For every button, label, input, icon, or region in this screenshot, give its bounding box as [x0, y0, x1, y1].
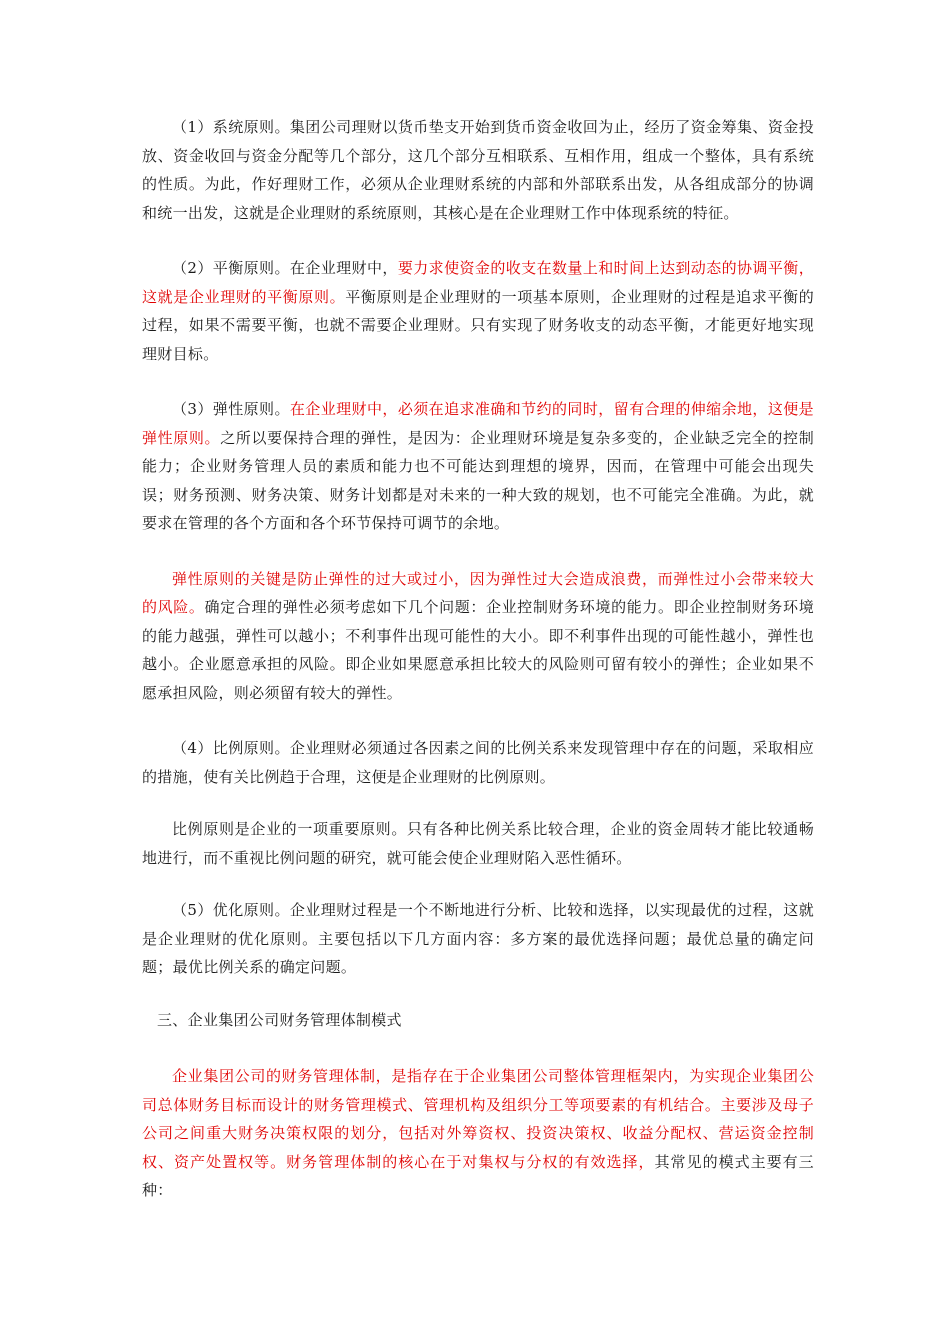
- paragraph-text: 之所以要保持合理的弹性，是因为：企业理财环境是复杂多变的，企业缺乏完全的控制能力；企业财务管理人员的素质和能力也不可能达到理想的境界，因而，在管理中可能会出现失误；财务预测、财务决策、财务计划都是对未来的一种大致的规划，也不可能完全准确。为此，就要求在管理的各个方面和各个环节保持可调节的余地。: [142, 428, 814, 532]
- paragraph-text: （4）比例原则。企业理财必须通过各因素之间的比例关系来发现管理中存在的问题，采取相应的措施，使有关比例趋于合理，这便是企业理财的比例原则。: [142, 739, 814, 786]
- paragraph-management-system: [142, 1062, 814, 1205]
- paragraph-text: 平衡原则是企业理财的一项基本原则，企业理财的过程是追求平衡的过程，如果不需要平衡，也就不需要企业理财。只有实现了财务收支的动态平衡，才能更好地实现理财目标。: [142, 287, 814, 363]
- section-heading: 三、企业集团公司财务管理体制模式: [157, 1010, 402, 1029]
- paragraph-flexibility-key: [142, 565, 814, 708]
- paragraph-system-principle: [142, 113, 814, 227]
- highlighted-text: 企业集团公司的财务管理体制，是指存在于企业集团公司整体管理框架内，为实现企业集团公司总体财务目标而设计的财务管理模式、管理机构及组织分工等项要素的有机结合。主要涉及母子公司之间重大财务决策权限的划分，包括对外筹资权、投资决策权、收益分配权、营运资金控制权、资产处置权等。财务管理体制的核心在于对集权与分权的有效选择，: [142, 1067, 814, 1171]
- paragraph-proportion-importance: [142, 815, 814, 872]
- highlighted-text: 在企业理财中，必须在追求准确和节约的同时，留有合理的伸缩余地，这便是弹性原则。: [142, 400, 814, 447]
- paragraph-balance-principle: [142, 254, 814, 368]
- paragraph-text: （5）优化原则。企业理财过程是一个不断地进行分析、比较和选择，以实现最优的过程，这就是企业理财的优化原则。主要包括以下几方面内容：多方案的最优选择问题；最优总量的确定问题；最优比例关系的确定问题。: [142, 901, 814, 976]
- paragraph-optimization-principle: [142, 896, 814, 982]
- paragraph-text: 比例原则是企业的一项重要原则。只有各种比例关系比较合理，企业的资金周转才能比较通畅地进行，而不重视比例问题的研究，就可能会使企业理财陷入恶性循环。: [142, 820, 814, 867]
- paragraph-text: （3）弹性原则。: [172, 400, 290, 418]
- paragraph-proportion-principle: [142, 734, 814, 791]
- highlighted-text: 弹性原则的关键是防止弹性的过大或过小，因为弹性过大会造成浪费，而弹性过小会带来较大的风险。: [142, 569, 814, 616]
- document-page: [142, 113, 814, 1232]
- paragraph-flexibility-principle: [142, 395, 814, 538]
- paragraph-text: 其常见的模式主要有三种：: [142, 1152, 814, 1199]
- paragraph-text: 确定合理的弹性必须考虑如下几个问题：企业控制财务环境的能力。即企业控制财务环境的能力越强，弹性可以越小；不利事件出现可能性的大小。即不利事件出现的可能性越小，弹性也越小。企业愿意承担的风险。即企业如果愿意承担比较大的风险则可留有较小的弹性；企业如果不愿承担风险，则必须留有较大的弹性。: [142, 598, 814, 702]
- paragraph-text: （1）系统原则。集团公司理财以货币垫支开始到货币资金收回为止，经历了资金筹集、资金投放、资金收回与资金分配等几个部分，这几个部分互相联系、互相作用，组成一个整体，具有系统的性质。为此，作好理财工作，必须从企业理财系统的内部和外部联系出发，从各组成部分的协调和统一出发，这就是企业理财的系统原则，其核心是在企业理财工作中体现系统的特征。: [142, 118, 814, 222]
- paragraph-text: （2）平衡原则。在企业理财中，: [172, 259, 398, 277]
- highlighted-text: 要力求使资金的收支在数量上和时间上达到动态的协调平衡，这就是企业理财的平衡原则。: [142, 259, 815, 306]
